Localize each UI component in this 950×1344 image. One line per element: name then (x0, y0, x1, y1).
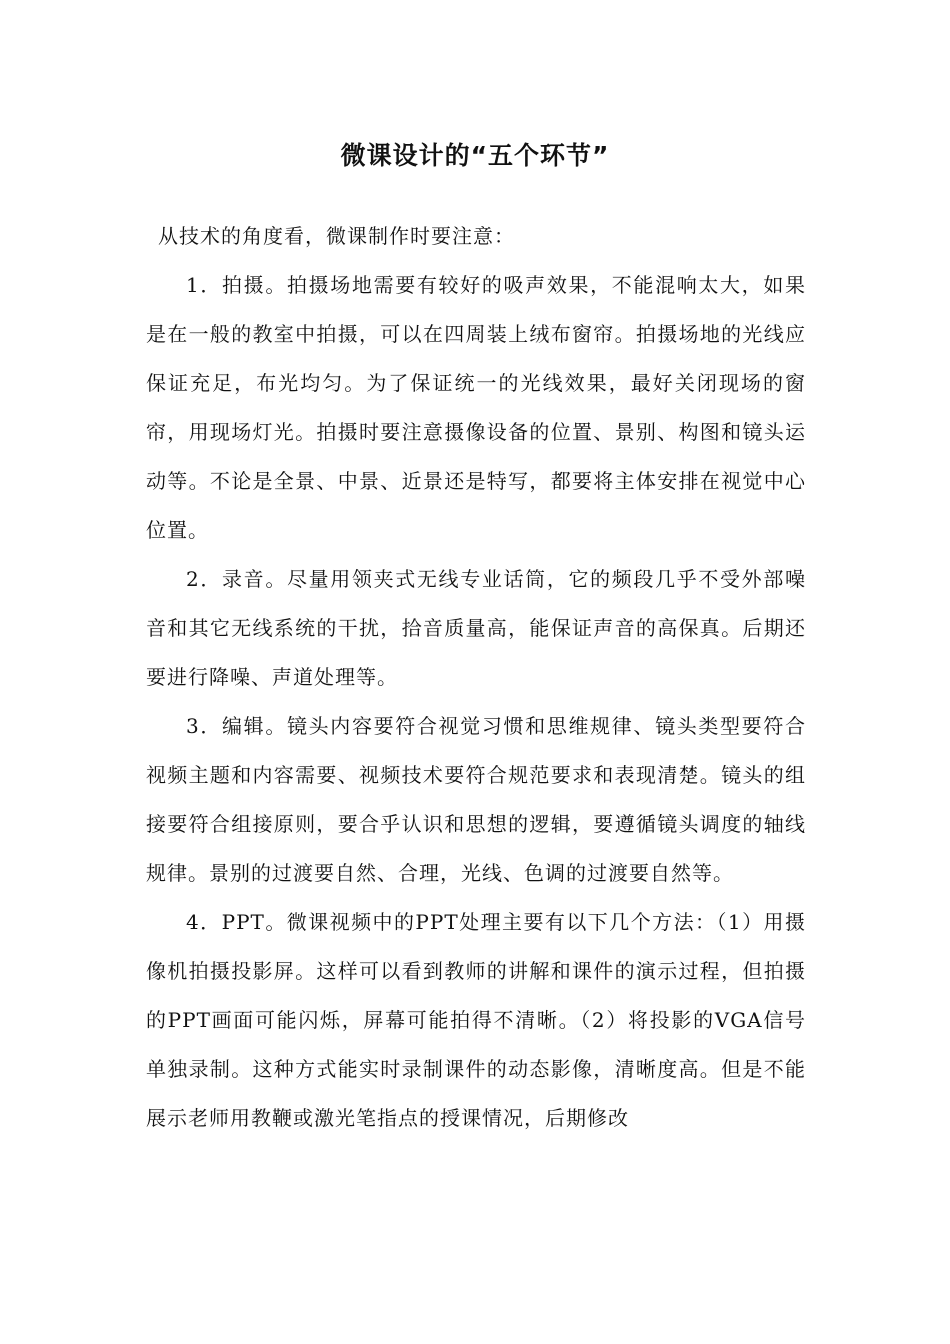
document-body (146, 212, 806, 1143)
paragraph-recording: 2．录音。尽量用领夹式无线专业话筒，它的频段几乎不受外部噪音和其它无线系统的干扰，拾音质量高，能保证声音的高保真。后期还要进行降噪、声道处理等。 (146, 567, 806, 689)
paragraph-ppt: 4．PPT。微课视频中的PPT处理主要有以下几个方法：（1）用摄像机拍摄投影屏。这样可以看到教师的讲解和课件的演示过程，但拍摄的PPT画面可能闪烁，屏幕可能拍得不清晰。（2）将投影的VGA信号单独录制。这种方式能实时录制课件的动态影像，清晰度高。但是不能展示老师用教鞭或激光笔指点的授课情况，后期修改 (146, 910, 806, 1130)
intro-paragraph: 从技术的角度看，微课制作时要注意： (158, 224, 515, 248)
document-title: 微课设计的“五个环节” (340, 141, 610, 170)
paragraph-shooting: 1．拍摄。拍摄场地需要有较好的吸声效果，不能混响太大，如果是在一般的教室中拍摄，可以在四周装上绒布窗帘。拍摄场地的光线应保证充足，布光均匀。为了保证统一的光线效果，最好关闭现场的窗帘，用现场灯光。拍摄时要注意摄像设备的位置、景别、构图和镜头运动等。不论是全景、中景、近景还是特写，都要将主体安排在视觉中心位置。 (146, 273, 806, 542)
paragraph-editing: 3．编辑。镜头内容要符合视觉习惯和思维规律、镜头类型要符合视频主题和内容需要、视频技术要符合规范要求和表现清楚。镜头的组接要符合组接原则，要合乎认识和思想的逻辑，要遵循镜头调度的轴线规律。景别的过渡要自然、合理，光线、色调的过渡要自然等。 (146, 714, 806, 885)
